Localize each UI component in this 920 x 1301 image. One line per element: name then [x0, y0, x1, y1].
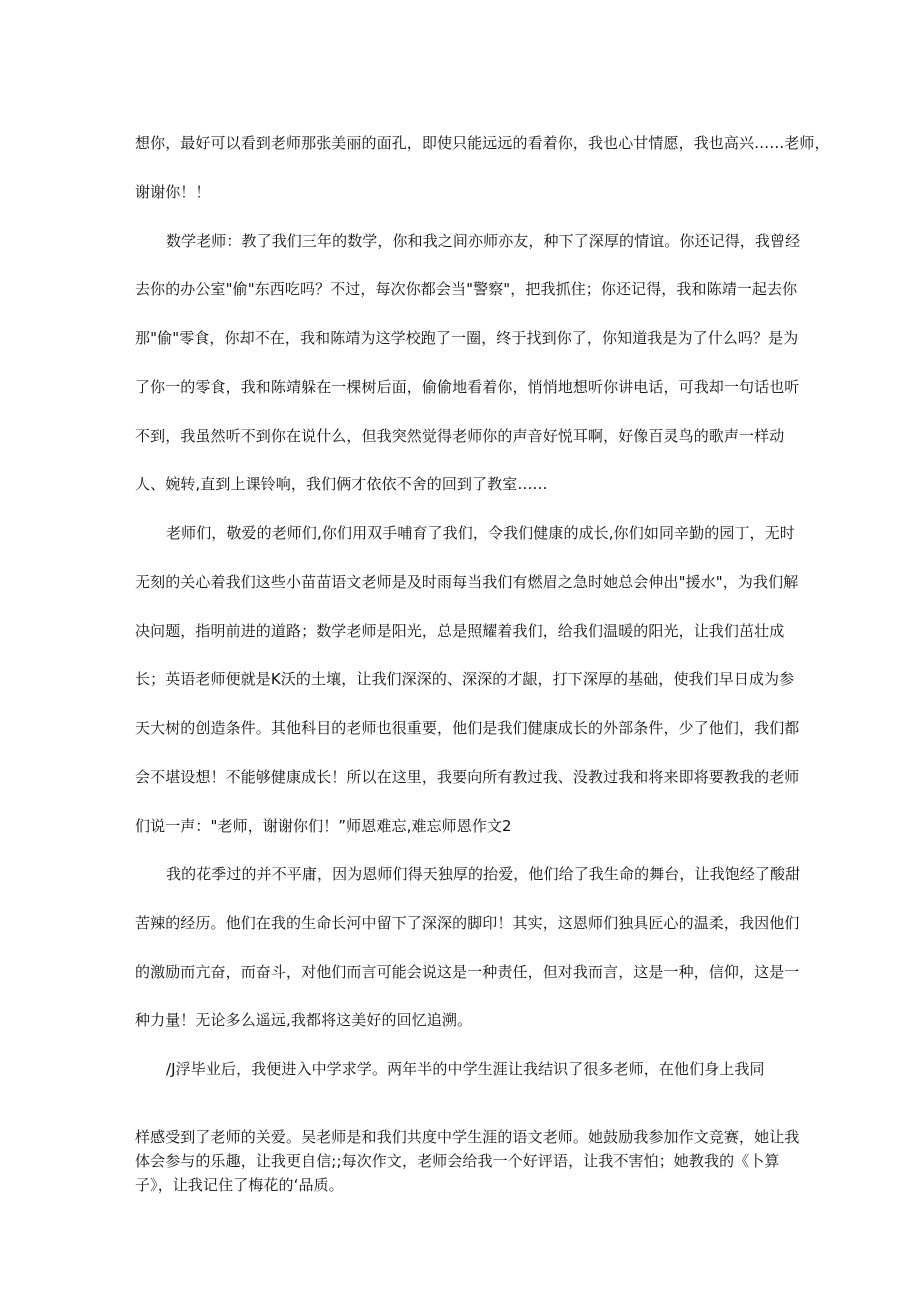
paragraph-math-teacher-line-4: 了你一的零食，我和陈靖躲在一棵树后面，偷偷地看着你，悄悄地想听你讲电话，可我却一句话也听 [135, 378, 800, 396]
paragraph-flower-season-line-2: 苦辣的经历。他们在我的生命长河中留下了深深的脚印！其实，这恩师们独具匠心的温柔，我因他们 [135, 914, 800, 932]
paragraph-middle-school-line-2: 样感受到了老师的关爱。吴老师是和我们共度中学生涯的语文老师。她鼓励我参加作文竞赛，她让我 [135, 1128, 800, 1146]
paragraph-middle-school-line-4: 子》，让我记住了梅花的‘品质。 [135, 1176, 344, 1194]
paragraph-flower-season-line-3: 的激励而亢奋，而奋斗，对他们而言可能会说这是一种责任，但对我而言，这是一种，信仰，这是一 [135, 963, 800, 981]
paragraph-teachers-line-7: 们说一声："老师，谢谢你们！”师恩难忘,难忘师恩作文2 [135, 817, 512, 835]
paragraph-middle-school-line-1: /J浮毕业后，我便进入中学求学。两年半的中学生涯让我结识了很多老师，在他们身上我同 [166, 1060, 765, 1078]
paragraph-teachers-line-3: 决问题，指明前进的道路；数学老师是阳光，总是照耀着我们，给我们温暖的阳光，让我们茁壮成 [135, 622, 785, 640]
paragraph-teachers-line-2: 无刻的关心着我们这些小苗苗语文老师是及时雨每当我们有燃眉之急时她总会伸出"援水"，为我们解 [135, 573, 799, 591]
paragraph-math-teacher-line-6: 人、婉转,直到上课铃响，我们俩才依依不舍的回到了教室…… [135, 475, 548, 493]
text-line-1: 想你，最好可以看到老师那张美丽的面孔，即使只能远远的看着你，我也心甘情愿，我也高兴……老师， [135, 134, 830, 152]
paragraph-flower-season-line-4: 种力量！无论多么遥远,我都将这美好的回忆追溯。 [135, 1011, 473, 1029]
paragraph-teachers-line-6: 会不堪设想！不能够健康成长！所以在这里，我要向所有教过我、没教过我和将来即将要教我的老师 [135, 768, 800, 786]
paragraph-math-teacher-line-1: 数学老师：教了我们三年的数学，你和我之间亦师亦友，种下了深厚的情谊。你还记得，我曾经 [166, 232, 801, 250]
paragraph-math-teacher-line-3: 那"偷"零食，你却不在，我和陈靖为这学校跑了一圈，终于找到你了，你知道我是为了什么吗？是为 [135, 329, 799, 347]
paragraph-teachers-line-1: 老师们，敬爱的老师们,你们用双手哺育了我们，令我们健康的成长,你们如同辛勤的园丁，无时 [166, 524, 795, 542]
paragraph-teachers-line-5: 天大树的创造条件。其他科目的老师也很重要，他们是我们健康成长的外部条件，少了他们，我们都 [135, 719, 800, 737]
paragraph-flower-season-line-1: 我的花季过的并不平庸，因为恩师们得天独厚的抬爱，他们给了我生命的舞台，让我饱经了酸甜 [166, 865, 801, 883]
paragraph-middle-school-line-3: 体会参与的乐趣，让我更自信;;每次作文，老师会给我一个好评语，让我不害怕；她教我的《卜算 [135, 1152, 780, 1170]
paragraph-teachers-line-4: 长；英语老师便就是K沃的土壤，让我们深深的、深深的才龈，打下深厚的基础，使我们早日成为参 [135, 670, 795, 688]
paragraph-math-teacher-line-2: 去你的办公室"偷"东西吃吗？不过，每次你都会当"警察"，把我抓住；你还记得，我和陈靖一起去你 [135, 280, 798, 298]
text-line-2: 谢谢你！！ [135, 183, 211, 201]
paragraph-math-teacher-line-5: 不到，我虽然听不到你在说什么，但我突然觉得老师你的声音好悦耳啊，好像百灵鸟的歌声一样动 [135, 427, 785, 445]
